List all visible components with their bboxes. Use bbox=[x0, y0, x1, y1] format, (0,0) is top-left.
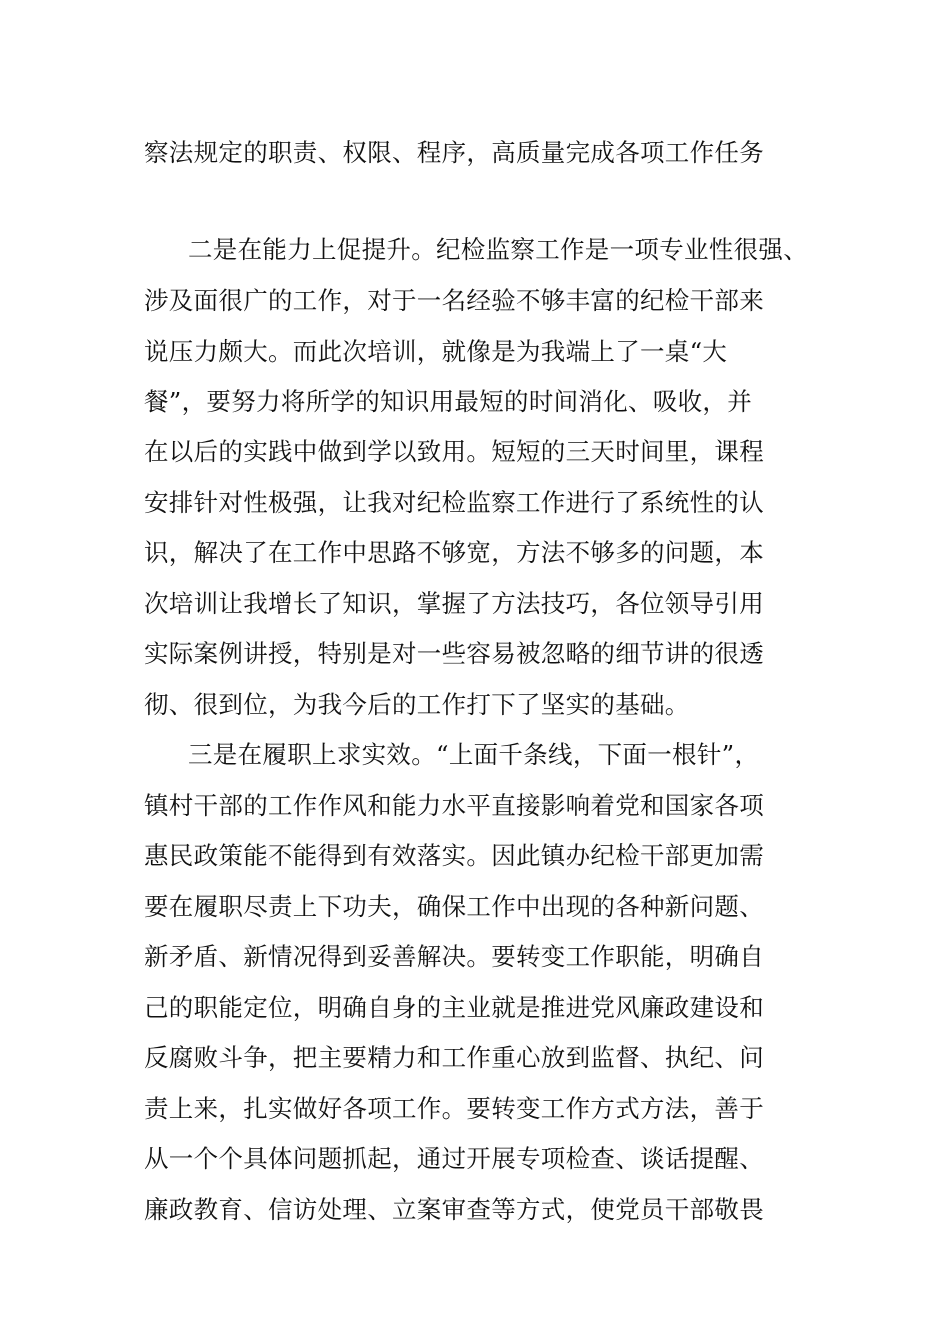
paragraph-start-line: 三是在履职上求实效。“上面千条线，下面一根针”， bbox=[188, 740, 760, 769]
text-line: 说压力颇大。而此次培训，就像是为我端上了一桌“大 bbox=[144, 337, 728, 366]
text-line: 新矛盾、新情况得到妥善解决。要转变工作职能，明确自 bbox=[144, 942, 764, 971]
text-line: 从一个个具体问题抓起，通过开展专项检查、谈话提醒、 bbox=[144, 1144, 764, 1173]
text-line: 己的职能定位，明确自身的主业就是推进党风廉政建设和 bbox=[144, 993, 764, 1022]
text-line: 涉及面很广的工作，对于一名经验不够丰富的纪检干部来 bbox=[144, 286, 764, 315]
text-line: 反腐败斗争，把主要精力和工作重心放到监督、执纪、问 bbox=[144, 1043, 764, 1072]
text-line: 要在履职尽责上下功夫，确保工作中出现的各种新问题、 bbox=[144, 892, 764, 921]
text-line: 镇村干部的工作作风和能力水平直接影响着党和国家各项 bbox=[144, 791, 764, 820]
text-line: 察法规定的职责、权限、程序，高质量完成各项工作任务 bbox=[144, 138, 764, 167]
text-line: 廉政教育、信访处理、立案审查等方式，使党员干部敬畏 bbox=[144, 1195, 764, 1224]
text-line: 责上来，扎实做好各项工作。要转变工作方式方法，善于 bbox=[144, 1094, 764, 1123]
text-line: 在以后的实践中做到学以致用。短短的三天时间里，课程 bbox=[144, 437, 764, 466]
text-line: 识，解决了在工作中思路不够宽，方法不够多的问题，本 bbox=[144, 538, 764, 567]
text-line: 餐”，要努力将所学的知识用最短的时间消化、吸收，并 bbox=[144, 387, 753, 416]
text-line: 实际案例讲授，特别是对一些容易被忽略的细节讲的很透 bbox=[144, 639, 764, 668]
text-line: 次培训让我增长了知识，掌握了方法技巧，各位领导引用 bbox=[144, 589, 764, 618]
text-line: 安排针对性极强，让我对纪检监察工作进行了系统性的认 bbox=[144, 488, 764, 517]
paragraph-start-line: 二是在能力上促提升。纪检监察工作是一项专业性很强、 bbox=[188, 235, 808, 264]
text-line: 彻、很到位，为我今后的工作打下了坚实的基础。 bbox=[144, 690, 690, 719]
text-line: 惠民政策能不能得到有效落实。因此镇办纪检干部更加需 bbox=[144, 841, 764, 870]
